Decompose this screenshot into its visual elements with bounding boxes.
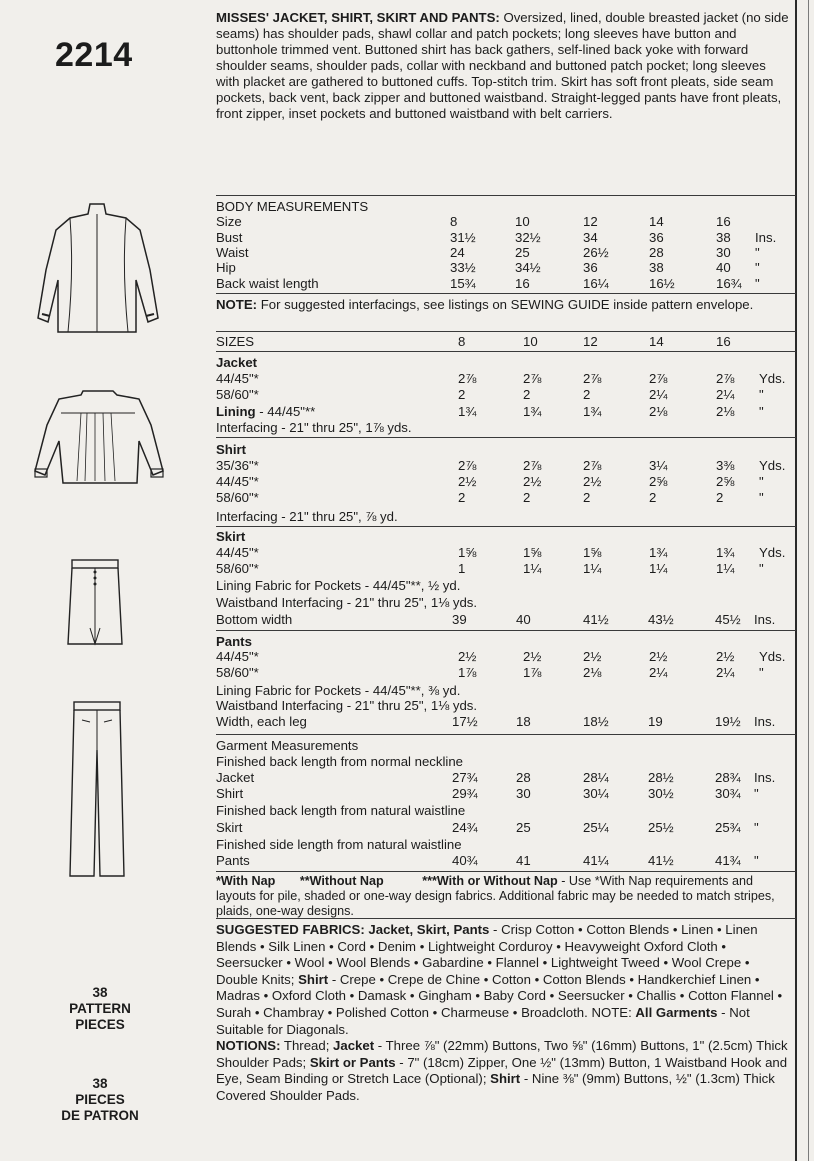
size-value-1: 30: [516, 786, 531, 801]
size-value-4: 30¾: [715, 786, 741, 801]
pattern-number: 2214: [55, 36, 133, 74]
skirt-row: [216, 561, 806, 577]
pieces-line1-fr: PIECES: [75, 1092, 125, 1107]
pants-lining-text: Lining Fabric for Pockets - 44/45"**, ⅜ yd.: [216, 683, 461, 698]
pants-width-row: [216, 714, 806, 730]
size-value-3: 2⅞: [649, 371, 668, 386]
size-value-0: 2½: [458, 474, 477, 489]
fabrics-shirt-label: Shirt: [298, 971, 329, 987]
row-label: 35/36"*: [216, 458, 259, 473]
unit-label: Yds.: [759, 545, 786, 560]
fabrics-list1: - Crisp Cotton • Cotton Blends • Linen • Linen Blends • Silk Linen • Cord • Denim • Lightweight Corduroy • Heavyweight Oxford Cloth • Seersucker • Wool • Wool Blends • Gabardine • Flannel • Lightweight Tweed • Wool Crepe • Double Knits;: [216, 922, 758, 987]
unit-label: Ins.: [754, 612, 776, 627]
size-value-3: 3¼: [649, 458, 668, 473]
size-value-1: 25: [515, 245, 530, 260]
row-label: 44/45"*: [216, 371, 259, 386]
description: [216, 10, 791, 122]
row-label: Waist: [216, 245, 249, 260]
shirt-row: [216, 490, 806, 506]
unit-label: ": [759, 561, 764, 576]
row-label: 58/60"*: [216, 490, 259, 505]
size-value-1: 41: [516, 853, 531, 868]
size-value-1: 34½: [515, 260, 541, 275]
size-value-0: 2: [458, 387, 466, 402]
nap-without: **Without Nap: [299, 874, 384, 888]
size-value-0: 2: [458, 490, 466, 505]
size-value-0: 15¾: [450, 276, 476, 291]
size-value-3: 25½: [648, 820, 674, 835]
nap-either: ***With or Without Nap: [422, 874, 558, 888]
size-value-2: 2: [583, 490, 591, 505]
garment-row: [216, 786, 806, 802]
bm-row: [216, 230, 806, 246]
unit-label: ": [754, 786, 759, 801]
size-value-0: 33½: [450, 260, 476, 275]
skirt-lining-text: Lining Fabric for Pockets - 44/45"**, ½ yd.: [216, 578, 461, 593]
pattern-pieces-french: [40, 1076, 160, 1124]
jacket-title: [216, 355, 806, 371]
size-value-2: 2: [583, 387, 591, 402]
unit-label: ": [754, 853, 759, 868]
row-label: 58/60"*: [216, 387, 259, 402]
size-value-0: 2⅞: [458, 458, 477, 473]
size-value-3: 2¼: [649, 665, 668, 680]
separator: [216, 331, 796, 332]
pants-waistband-text: Waistband Interfacing - 21" thru 25", 1⅛ yds.: [216, 698, 478, 713]
notions-t3: - 7" (18cm) Zipper, One ½" (13mm) Button, 1 Waistband Hook and Eye, Seam Binding or Stretch Lace (Optional);: [216, 1054, 788, 1087]
size-value-4: 1¼: [716, 561, 735, 576]
size-value-3: 16½: [649, 276, 675, 291]
row-label: 44/45"*: [216, 649, 259, 664]
garment-row: [216, 770, 806, 786]
size-value-4: 16: [716, 334, 731, 349]
row-label: Hip: [216, 260, 236, 275]
shirt-back-sketch: [25, 385, 170, 490]
size-value-4: 41¾: [715, 853, 741, 868]
size-value-2: 2⅞: [583, 458, 602, 473]
jacket-back-sketch: [28, 200, 168, 340]
size-value-3: 2¼: [649, 387, 668, 402]
shirt-title-text: Shirt: [216, 442, 247, 457]
unit-label: ": [755, 245, 760, 260]
size-value-2: 2½: [583, 649, 602, 664]
size-value-3: 1¼: [649, 561, 668, 576]
skirt-title: [216, 529, 806, 545]
size-value-0: 24¾: [452, 820, 478, 835]
body-measurements-title: [216, 199, 806, 215]
pieces-line2-fr: DE PATRON: [61, 1108, 139, 1123]
note-label: NOTE:: [216, 297, 258, 312]
size-value-4: 3⅜: [716, 458, 735, 473]
garment-title: [216, 738, 806, 754]
unit-label: Yds.: [759, 371, 786, 386]
size-value-3: 38: [649, 260, 664, 275]
size-value-3: 2⅛: [649, 404, 668, 419]
size-value-4: 2⅝: [716, 474, 735, 489]
size-value-3: 14: [649, 214, 664, 229]
fabrics-list3: - Not Suitable for Diagonals.: [216, 1004, 750, 1037]
size-value-0: 2⅞: [458, 371, 477, 386]
size-value-4: 1¾: [716, 545, 735, 560]
body-measurements-heading: BODY MEASUREMENTS: [216, 199, 369, 214]
size-value-4: 2⅞: [716, 371, 735, 386]
garment-side-text: Finished side length from natural waistline: [216, 837, 462, 852]
notions-t2: - Three ⅞" (22mm) Buttons, Two ⅝" (16mm) Buttons, 1" (2.5cm) Thick Shoulder Pads;: [216, 1038, 788, 1070]
notions-jacket-label: Jacket: [333, 1038, 375, 1054]
row-label-suffix: - 44/45"**: [255, 404, 316, 419]
size-value-3: 28½: [648, 770, 674, 785]
row-label: [216, 404, 315, 420]
size-value-4: 40: [716, 260, 731, 275]
size-value-4: 25¾: [715, 820, 741, 835]
size-value-1: 25: [516, 820, 531, 835]
shirt-interfacing-text: Interfacing - 21" thru 25", ⅞ yd.: [216, 509, 398, 524]
skirt-waistband-text: Waistband Interfacing - 21" thru 25", 1⅛ yds.: [216, 595, 478, 610]
size-value-2: 2½: [583, 474, 602, 489]
pants-back-sketch: [60, 700, 135, 880]
row-label: 58/60"*: [216, 561, 259, 576]
row-label: Bottom width: [216, 612, 293, 627]
size-value-2: 30¼: [583, 786, 609, 801]
notions-skirt-label: Skirt or Pants: [309, 1054, 396, 1070]
size-value-1: 1¼: [523, 561, 542, 576]
row-label: Shirt: [216, 786, 244, 801]
size-value-3: 19: [648, 714, 663, 729]
size-value-0: 40¾: [452, 853, 478, 868]
size-value-1: 28: [516, 770, 531, 785]
size-value-0: 2½: [458, 649, 477, 664]
jacket-lining-row: [216, 404, 806, 420]
size-value-2: 26½: [583, 245, 609, 260]
row-label: Bust: [216, 230, 243, 245]
size-value-3: 36: [649, 230, 664, 245]
pants-row: [216, 665, 806, 681]
unit-label: ": [759, 665, 764, 680]
separator: [216, 293, 796, 294]
unit-label: Yds.: [759, 649, 786, 664]
unit-label: ": [759, 387, 764, 402]
unit-label: Ins.: [754, 714, 776, 729]
size-value-0: 1⅞: [458, 665, 477, 680]
skirt-title-text: Skirt: [216, 529, 246, 544]
size-value-1: 10: [515, 214, 530, 229]
separator: [216, 351, 796, 352]
bm-row: [216, 276, 806, 292]
size-value-2: 12: [583, 214, 598, 229]
jacket-interfacing-text: Interfacing - 21" thru 25", 1⅞ yds.: [216, 420, 412, 435]
size-value-2: 41¼: [583, 853, 609, 868]
size-value-3: 43½: [648, 612, 674, 627]
size-value-4: 2¼: [716, 665, 735, 680]
separator: [216, 526, 796, 527]
row-label: Width, each leg: [216, 714, 307, 729]
row-label: 44/45"*: [216, 474, 259, 489]
shirt-row: [216, 458, 806, 474]
unit-label: ": [755, 260, 760, 275]
nap-with: *With Nap: [216, 874, 276, 888]
pants-title: [216, 634, 806, 650]
pants-title-text: Pants: [216, 634, 252, 649]
pants-lining: [216, 683, 806, 699]
shirt-row: [216, 474, 806, 490]
row-label: Back waist length: [216, 276, 319, 291]
size-value-1: 1¾: [523, 404, 542, 419]
bm-row: [216, 245, 806, 261]
size-value-3: 1¾: [649, 545, 668, 560]
skirt-waistband: [216, 595, 806, 611]
size-value-2: 16¼: [583, 276, 609, 291]
size-value-3: 30½: [648, 786, 674, 801]
size-value-1: 40: [516, 612, 531, 627]
size-value-1: 1⅞: [523, 665, 542, 680]
size-value-0: 31½: [450, 230, 476, 245]
size-value-4: 16¾: [716, 276, 742, 291]
separator: [216, 195, 796, 196]
fabrics-heading: SUGGESTED FABRICS: Jacket, Skirt, Pants: [216, 922, 490, 937]
size-value-2: 28¼: [583, 770, 609, 785]
note-text: For suggested interfacings, see listings on SEWING GUIDE inside pattern envelope.: [260, 297, 754, 312]
shirt-title: [216, 442, 806, 458]
size-value-0: 1: [458, 561, 466, 576]
row-label: 58/60"*: [216, 665, 259, 680]
row-label: Pants: [216, 853, 250, 868]
size-value-0: 1⅝: [458, 545, 477, 560]
unit-label: ": [759, 404, 764, 419]
jacket-interfacing: [216, 420, 806, 436]
size-value-4: 45½: [715, 612, 741, 627]
size-value-3: 2: [649, 490, 657, 505]
skirt-back-sketch: [60, 558, 130, 648]
size-value-4: 30: [716, 245, 731, 260]
size-value-0: 39: [452, 612, 467, 627]
pieces-line2-en: PIECES: [75, 1017, 125, 1032]
size-value-4: 16: [716, 214, 731, 229]
unit-label: ": [759, 490, 764, 505]
nap-legend: [216, 874, 796, 919]
size-value-0: 24: [450, 245, 465, 260]
suggested-fabrics: [216, 922, 791, 1105]
size-value-1: 1⅝: [523, 545, 542, 560]
separator: [216, 734, 796, 735]
size-value-1: 18: [516, 714, 531, 729]
size-value-1: 2⅞: [523, 371, 542, 386]
size-value-0: 8: [458, 334, 466, 349]
size-value-0: 8: [450, 214, 458, 229]
notions-shirt-label: Shirt: [490, 1071, 521, 1087]
fabrics-list2: - Crepe • Crepe de Chine • Cotton • Cotton Blends • Handkerchief Linen • Madras • Oxford Cloth • Damask • Gingham • Baby Cord • Seersucker • Challis • Cotton Flannel • Surah • Chambray • Polished Cotton • Charmeuse • Broadcloth. NOTE:: [216, 971, 783, 1020]
size-value-0: 27¾: [452, 770, 478, 785]
interfacing-note: [216, 297, 796, 313]
size-value-1: 10: [523, 334, 538, 349]
row-label-bold: Lining: [216, 404, 256, 419]
size-value-2: 2⅛: [583, 665, 602, 680]
notions-label: NOTIONS:: [216, 1038, 281, 1054]
size-value-3: 2½: [649, 649, 668, 664]
size-value-1: 2⅞: [523, 458, 542, 473]
size-value-1: 2: [523, 387, 531, 402]
unit-label: Ins.: [754, 770, 776, 785]
size-value-0: 17½: [452, 714, 478, 729]
size-value-4: 2⅛: [716, 404, 735, 419]
size-value-1: 2: [523, 490, 531, 505]
size-value-1: 32½: [515, 230, 541, 245]
page-edge-line-outer: [808, 0, 809, 1161]
size-value-2: 1⅝: [583, 545, 602, 560]
size-value-2: 1¼: [583, 561, 602, 576]
size-value-1: 2½: [523, 649, 542, 664]
size-value-2: 34: [583, 230, 598, 245]
shirt-interfacing: [216, 509, 806, 525]
pattern-pieces-english: [45, 985, 155, 1033]
row-label: SIZES: [216, 334, 255, 349]
size-value-2: 41½: [583, 612, 609, 627]
pieces-line1-en: PATTERN: [69, 1001, 131, 1016]
size-value-4: 2½: [716, 649, 735, 664]
size-value-2: 25¼: [583, 820, 609, 835]
separator: [216, 437, 796, 438]
size-value-4: 2¼: [716, 387, 735, 402]
size-value-4: 19½: [715, 714, 741, 729]
garment-neck-heading: [216, 754, 806, 770]
size-value-2: 36: [583, 260, 598, 275]
size-value-1: 16: [515, 276, 530, 291]
size-value-4: 2: [716, 490, 724, 505]
pants-row: [216, 649, 806, 665]
skirt-lining: [216, 578, 806, 594]
garment-side-heading: [216, 837, 806, 853]
garment-neck-text: Finished back length from normal neckline: [216, 754, 464, 769]
row-label: Jacket: [216, 770, 255, 785]
size-value-2: 18½: [583, 714, 609, 729]
size-value-3: 28: [649, 245, 664, 260]
jacket-row: [216, 371, 806, 387]
unit-label: ": [754, 820, 759, 835]
separator: [216, 630, 796, 631]
row-label: Size: [216, 214, 242, 229]
size-value-1: 2½: [523, 474, 542, 489]
size-value-4: 38: [716, 230, 731, 245]
pants-waistband: [216, 698, 806, 714]
garment-row: [216, 853, 806, 869]
size-value-4: 28¾: [715, 770, 741, 785]
garment-row: [216, 820, 806, 836]
size-value-0: 1¾: [458, 404, 477, 419]
jacket-row: [216, 387, 806, 403]
notions-t1: Thread;: [280, 1038, 334, 1054]
nap-text: - Use *With Nap requirements and layouts for pile, shaded or one-way design fabrics. Additional fabric may be needed to match stripes, plaids, one-way designs.: [216, 874, 775, 918]
size-value-2: 2⅞: [583, 371, 602, 386]
unit-label: ": [755, 276, 760, 291]
unit-label: Ins.: [755, 230, 777, 245]
pieces-count-fr: 38: [92, 1076, 108, 1091]
description-text: Oversized, lined, double breasted jacket (no side seams) has shoulder pads, shawl collar and patch pockets; long sleeves have button and buttonhole trimmed vent. Buttoned shirt has back gathers, self-lined back yoke with forward shoulder seams, shoulder pads, collar with neckband and buttoned patch pocket; long sleeves with placket are gathered to buttoned cuffs. Top-stitch trim. Skirt has soft front pleats, side seam pockets, back vent, back zipper and buttoned waistband. Straight-legged pants have front pleats, front zipper, inset pockets and buttoned waistband with belt carriers.: [216, 10, 789, 121]
row-label: Skirt: [216, 820, 243, 835]
skirt-bottom-row: [216, 612, 806, 628]
jacket-title-text: Jacket: [216, 355, 258, 370]
sizes-row: [216, 334, 806, 350]
size-value-3: 2⅝: [649, 474, 668, 489]
garment-waist-heading: [216, 803, 806, 819]
skirt-row: [216, 545, 806, 561]
notions-t4: - Nine ⅜" (9mm) Buttons, ½" (1.3cm) Thick Covered Shoulder Pads.: [216, 1071, 775, 1103]
description-heading: MISSES' JACKET, SHIRT, SKIRT AND PANTS:: [216, 10, 500, 25]
fabrics-all-label: All Garments: [635, 1004, 718, 1020]
unit-label: Yds.: [759, 458, 786, 473]
separator: [216, 871, 796, 872]
row-label: 44/45"*: [216, 545, 259, 560]
size-value-0: 29¾: [452, 786, 478, 801]
size-value-2: 12: [583, 334, 598, 349]
bm-row: [216, 260, 806, 276]
size-value-2: 1¾: [583, 404, 602, 419]
size-value-3: 14: [649, 334, 664, 349]
bm-row: [216, 214, 806, 230]
size-value-3: 41½: [648, 853, 674, 868]
unit-label: ": [759, 474, 764, 489]
pieces-count-en: 38: [92, 985, 108, 1000]
garment-waist-text: Finished back length from natural waistline: [216, 803, 466, 818]
garment-title-text: Garment Measurements: [216, 738, 359, 753]
